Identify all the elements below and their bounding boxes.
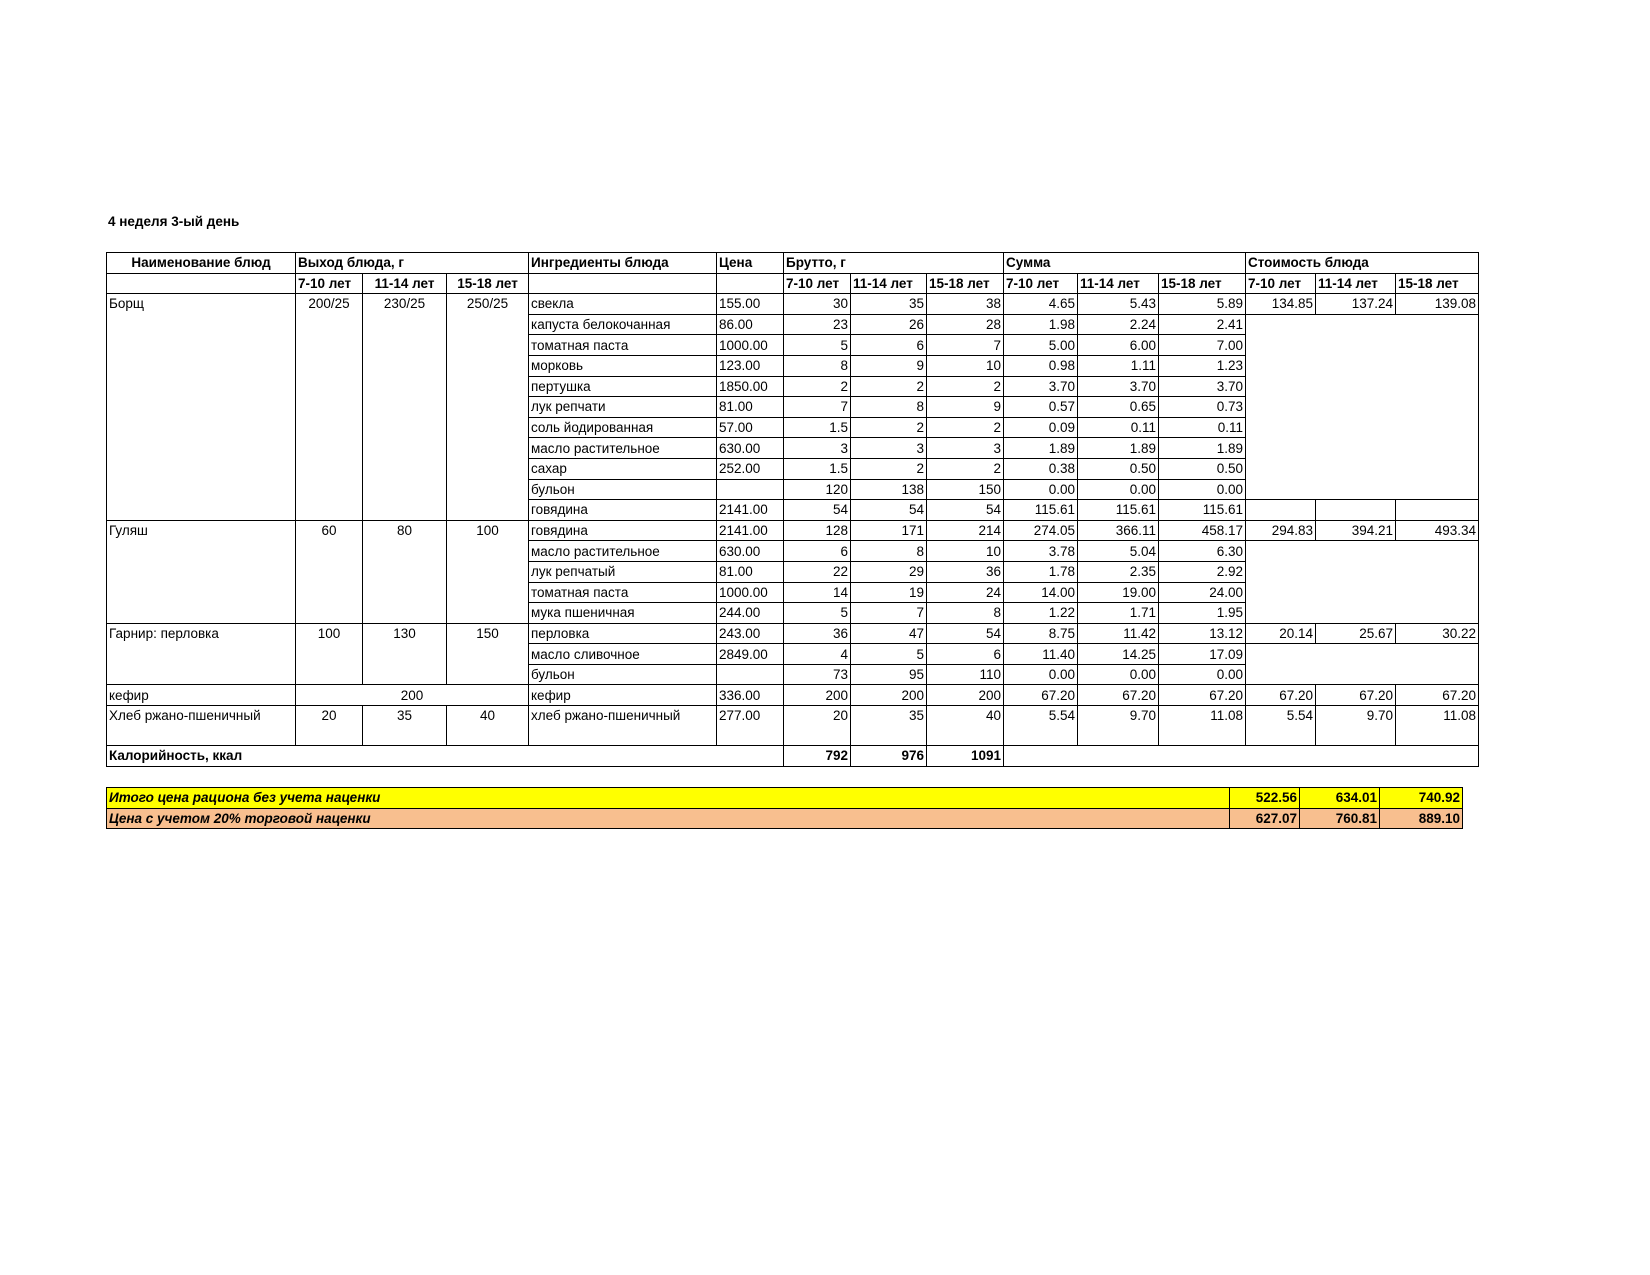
dish-name: кефир <box>107 685 296 706</box>
ingredient-price: 630.00 <box>717 438 784 459</box>
ingredient-price: 1000.00 <box>717 335 784 356</box>
dish-cost-blank <box>1316 500 1396 521</box>
total-with-markup-row <box>107 808 1463 829</box>
dish-cost: 67.20 <box>1396 685 1479 706</box>
sum-value: 67.20 <box>1078 685 1159 706</box>
ingredient-price: 252.00 <box>717 458 784 479</box>
brutto-value: 128 <box>784 520 851 541</box>
brutto-value: 214 <box>927 520 1004 541</box>
totals-table <box>106 787 1463 829</box>
header-row-2 <box>107 273 1479 294</box>
brutto-value: 35 <box>851 706 927 746</box>
sum-value: 0.50 <box>1159 458 1246 479</box>
ingredient-price <box>717 664 784 685</box>
ingredient-price: 86.00 <box>717 314 784 335</box>
col-header-ingredients: Ингредиенты блюда <box>529 253 717 274</box>
sum-value: 2.92 <box>1159 561 1246 582</box>
brutto-value: 6 <box>927 644 1004 665</box>
dish-yield: 80 <box>363 520 447 623</box>
sum-value: 115.61 <box>1078 500 1159 521</box>
brutto-value: 200 <box>784 685 851 706</box>
brutto-value: 7 <box>784 397 851 418</box>
brutto-value: 2 <box>927 417 1004 438</box>
calories-row <box>107 746 1479 767</box>
brutto-value: 10 <box>927 355 1004 376</box>
brutto-value: 200 <box>927 685 1004 706</box>
dish-cost: 30.22 <box>1396 623 1479 644</box>
dish-yield: 130 <box>363 623 447 685</box>
brutto-value: 2 <box>851 417 927 438</box>
dish-yield: 100 <box>447 520 529 623</box>
ingredient-price: 1000.00 <box>717 582 784 603</box>
brutto-value: 54 <box>851 500 927 521</box>
total-with-markup-value: 889.10 <box>1380 808 1463 829</box>
sum-value: 115.61 <box>1004 500 1078 521</box>
page-title: 4 неделя 3-ый день <box>108 214 240 229</box>
dish-yield: 230/25 <box>363 294 447 521</box>
ingredient-price: 123.00 <box>717 355 784 376</box>
ingredient-name: бульон <box>529 664 717 685</box>
ingredient-price <box>717 479 784 500</box>
calories-blank <box>1004 746 1479 767</box>
sum-value: 5.54 <box>1004 706 1078 746</box>
sum-value: 6.00 <box>1078 335 1159 356</box>
ingredient-name: соль йодированная <box>529 417 717 438</box>
dish-cost: 67.20 <box>1246 685 1316 706</box>
brutto-value: 5 <box>784 603 851 624</box>
sum-value: 0.09 <box>1004 417 1078 438</box>
sum-value: 17.09 <box>1159 644 1246 665</box>
total-no-markup-value: 634.01 <box>1300 788 1380 809</box>
dish-cost-blank <box>1246 314 1479 499</box>
brutto-value: 2 <box>784 376 851 397</box>
dish-name: Гуляш <box>107 520 296 623</box>
brutto-value: 10 <box>927 541 1004 562</box>
dish-yield: 250/25 <box>447 294 529 521</box>
sum-value: 2.24 <box>1078 314 1159 335</box>
brutto-age-2: 11-14 лет <box>851 273 927 294</box>
brutto-value: 9 <box>927 397 1004 418</box>
ingredient-name: хлеб ржано-пшеничный <box>529 706 717 746</box>
sum-value: 0.50 <box>1078 458 1159 479</box>
sum-value: 1.89 <box>1159 438 1246 459</box>
dish-yield: 200 <box>296 685 529 706</box>
ingredient-name: лук репчатый <box>529 561 717 582</box>
dish-yield: 200/25 <box>296 294 363 521</box>
ingredient-name: масло растительное <box>529 438 717 459</box>
sum-value: 0.98 <box>1004 355 1078 376</box>
dish-yield: 60 <box>296 520 363 623</box>
brutto-value: 22 <box>784 561 851 582</box>
col-header-brutto: Брутто, г <box>784 253 1004 274</box>
total-with-markup-value: 627.07 <box>1230 808 1300 829</box>
brutto-value: 8 <box>784 355 851 376</box>
cost-age-1: 7-10 лет <box>1246 273 1316 294</box>
ingredient-name: сахар <box>529 458 717 479</box>
dish-cost-blank <box>1246 644 1479 685</box>
sum-value: 0.65 <box>1078 397 1159 418</box>
sum-value: 67.20 <box>1159 685 1246 706</box>
brutto-value: 36 <box>784 623 851 644</box>
col-header-yield: Выход блюда, г <box>296 253 529 274</box>
ingredient-price: 244.00 <box>717 603 784 624</box>
brutto-value: 3 <box>851 438 927 459</box>
ingredient-name: лук репчати <box>529 397 717 418</box>
sum-value: 0.00 <box>1078 479 1159 500</box>
col-header-sum: Сумма <box>1004 253 1246 274</box>
sum-value: 5.00 <box>1004 335 1078 356</box>
sum-value: 1.89 <box>1004 438 1078 459</box>
ingredient-name: морковь <box>529 355 717 376</box>
brutto-value: 6 <box>784 541 851 562</box>
ingredient-price: 2849.00 <box>717 644 784 665</box>
sum-value: 5.43 <box>1078 294 1159 315</box>
brutto-value: 1.5 <box>784 458 851 479</box>
brutto-value: 3 <box>784 438 851 459</box>
empty-cell <box>107 273 296 294</box>
dish-cost-blank <box>1246 541 1479 623</box>
total-with-markup-label: Цена с учетом 20% торговой наценки <box>107 808 1230 829</box>
brutto-value: 36 <box>927 561 1004 582</box>
brutto-value: 35 <box>851 294 927 315</box>
col-header-dish: Наименование блюд <box>107 253 296 274</box>
table-row <box>107 294 1479 315</box>
sum-value: 14.00 <box>1004 582 1078 603</box>
table-row <box>107 520 1479 541</box>
sum-value: 1.22 <box>1004 603 1078 624</box>
dish-yield: 40 <box>447 706 529 746</box>
brutto-value: 7 <box>851 603 927 624</box>
brutto-value: 150 <box>927 479 1004 500</box>
sum-value: 115.61 <box>1159 500 1246 521</box>
brutto-value: 2 <box>927 458 1004 479</box>
dish-cost: 9.70 <box>1316 706 1396 746</box>
ingredient-name: свекла <box>529 294 717 315</box>
sum-value: 1.71 <box>1078 603 1159 624</box>
dish-cost-blank <box>1246 500 1316 521</box>
sum-value: 3.78 <box>1004 541 1078 562</box>
sum-value: 1.23 <box>1159 355 1246 376</box>
sum-value: 19.00 <box>1078 582 1159 603</box>
sum-value: 13.12 <box>1159 623 1246 644</box>
col-header-price: Цена <box>717 253 784 274</box>
brutto-value: 73 <box>784 664 851 685</box>
dish-cost-blank <box>1396 500 1479 521</box>
dish-yield: 150 <box>447 623 529 685</box>
brutto-age-1: 7-10 лет <box>784 273 851 294</box>
sum-value: 14.25 <box>1078 644 1159 665</box>
sum-value: 11.08 <box>1159 706 1246 746</box>
brutto-value: 171 <box>851 520 927 541</box>
yield-age-2: 11-14 лет <box>363 273 447 294</box>
sum-value: 0.00 <box>1004 664 1078 685</box>
dish-cost: 139.08 <box>1396 294 1479 315</box>
brutto-value: 5 <box>784 335 851 356</box>
sum-value: 458.17 <box>1159 520 1246 541</box>
ingredient-price: 243.00 <box>717 623 784 644</box>
brutto-value: 6 <box>851 335 927 356</box>
ingredient-price: 277.00 <box>717 706 784 746</box>
sum-value: 1.11 <box>1078 355 1159 376</box>
calories-value: 792 <box>784 746 851 767</box>
sum-value: 5.89 <box>1159 294 1246 315</box>
brutto-value: 8 <box>927 603 1004 624</box>
brutto-value: 9 <box>851 355 927 376</box>
col-header-cost: Стоимость блюда <box>1246 253 1479 274</box>
ingredient-price: 81.00 <box>717 561 784 582</box>
sum-value: 11.42 <box>1078 623 1159 644</box>
brutto-value: 47 <box>851 623 927 644</box>
brutto-age-3: 15-18 лет <box>927 273 1004 294</box>
total-with-markup-value: 760.81 <box>1300 808 1380 829</box>
total-no-markup-value: 740.92 <box>1380 788 1463 809</box>
sum-value: 366.11 <box>1078 520 1159 541</box>
ingredient-name: кефир <box>529 685 717 706</box>
sum-value: 3.70 <box>1078 376 1159 397</box>
brutto-value: 14 <box>784 582 851 603</box>
ingredient-name: масло сливочное <box>529 644 717 665</box>
table-row <box>107 706 1479 746</box>
dish-cost: 137.24 <box>1316 294 1396 315</box>
brutto-value: 54 <box>784 500 851 521</box>
brutto-value: 19 <box>851 582 927 603</box>
sum-value: 24.00 <box>1159 582 1246 603</box>
empty-cell <box>717 273 784 294</box>
total-no-markup-value: 522.56 <box>1230 788 1300 809</box>
dish-yield: 35 <box>363 706 447 746</box>
dish-cost: 20.14 <box>1246 623 1316 644</box>
sum-value: 8.75 <box>1004 623 1078 644</box>
dish-cost: 25.67 <box>1316 623 1396 644</box>
dish-cost: 11.08 <box>1396 706 1479 746</box>
dish-name: Хлеб ржано-пшеничный <box>107 706 296 746</box>
ingredient-name: масло растительное <box>529 541 717 562</box>
sum-value: 0.11 <box>1078 417 1159 438</box>
brutto-value: 8 <box>851 541 927 562</box>
ingredient-name: мука пшеничная <box>529 603 717 624</box>
dish-yield: 20 <box>296 706 363 746</box>
ingredient-price: 57.00 <box>717 417 784 438</box>
dish-cost: 394.21 <box>1316 520 1396 541</box>
dish-cost: 67.20 <box>1316 685 1396 706</box>
brutto-value: 24 <box>927 582 1004 603</box>
brutto-value: 110 <box>927 664 1004 685</box>
brutto-value: 3 <box>927 438 1004 459</box>
header-row-1 <box>107 253 1479 274</box>
brutto-value: 5 <box>851 644 927 665</box>
calories-value: 976 <box>851 746 927 767</box>
brutto-value: 200 <box>851 685 927 706</box>
ingredient-name: бульон <box>529 479 717 500</box>
sum-value: 7.00 <box>1159 335 1246 356</box>
sum-value: 1.89 <box>1078 438 1159 459</box>
brutto-value: 2 <box>851 376 927 397</box>
sum-value: 0.11 <box>1159 417 1246 438</box>
brutto-value: 54 <box>927 623 1004 644</box>
ingredient-name: капуста белокочанная <box>529 314 717 335</box>
dish-cost: 294.83 <box>1246 520 1316 541</box>
ingredient-price: 81.00 <box>717 397 784 418</box>
total-no-markup-row <box>107 788 1463 809</box>
brutto-value: 7 <box>927 335 1004 356</box>
ingredient-name: томатная паста <box>529 335 717 356</box>
sum-value: 2.41 <box>1159 314 1246 335</box>
brutto-value: 26 <box>851 314 927 335</box>
ingredient-name: говядина <box>529 520 717 541</box>
brutto-value: 30 <box>784 294 851 315</box>
cost-age-3: 15-18 лет <box>1396 273 1479 294</box>
sum-value: 0.00 <box>1159 664 1246 685</box>
yield-age-1: 7-10 лет <box>296 273 363 294</box>
ingredient-price: 630.00 <box>717 541 784 562</box>
ingredient-price: 2141.00 <box>717 500 784 521</box>
dish-yield: 100 <box>296 623 363 685</box>
sum-value: 0.00 <box>1159 479 1246 500</box>
calories-value: 1091 <box>927 746 1004 767</box>
brutto-value: 28 <box>927 314 1004 335</box>
sum-value: 11.40 <box>1004 644 1078 665</box>
dish-name: Гарнир: перловка <box>107 623 296 685</box>
ingredient-name: говядина <box>529 500 717 521</box>
sum-value: 2.35 <box>1078 561 1159 582</box>
ingredient-price: 2141.00 <box>717 520 784 541</box>
brutto-value: 2 <box>927 376 1004 397</box>
sum-age-3: 15-18 лет <box>1159 273 1246 294</box>
brutto-value: 2 <box>851 458 927 479</box>
sum-age-2: 11-14 лет <box>1078 273 1159 294</box>
sum-value: 67.20 <box>1004 685 1078 706</box>
dish-cost: 5.54 <box>1246 706 1316 746</box>
brutto-value: 40 <box>927 706 1004 746</box>
ingredient-name: пертушка <box>529 376 717 397</box>
sum-value: 4.65 <box>1004 294 1078 315</box>
sum-value: 3.70 <box>1159 376 1246 397</box>
brutto-value: 95 <box>851 664 927 685</box>
brutto-value: 20 <box>784 706 851 746</box>
table-row <box>107 685 1479 706</box>
brutto-value: 23 <box>784 314 851 335</box>
sum-value: 0.00 <box>1004 479 1078 500</box>
sum-value: 1.95 <box>1159 603 1246 624</box>
yield-age-3: 15-18 лет <box>447 273 529 294</box>
ingredient-name: томатная паста <box>529 582 717 603</box>
sum-value: 5.04 <box>1078 541 1159 562</box>
sum-value: 0.38 <box>1004 458 1078 479</box>
sum-value: 0.73 <box>1159 397 1246 418</box>
brutto-value: 1.5 <box>784 417 851 438</box>
sum-value: 1.78 <box>1004 561 1078 582</box>
brutto-value: 120 <box>784 479 851 500</box>
sum-value: 0.57 <box>1004 397 1078 418</box>
ingredient-price: 1850.00 <box>717 376 784 397</box>
sum-value: 9.70 <box>1078 706 1159 746</box>
brutto-value: 38 <box>927 294 1004 315</box>
dish-name: Борщ <box>107 294 296 521</box>
brutto-value: 8 <box>851 397 927 418</box>
cost-age-2: 11-14 лет <box>1316 273 1396 294</box>
brutto-value: 29 <box>851 561 927 582</box>
table-row <box>107 623 1479 644</box>
menu-table <box>106 252 1479 767</box>
ingredient-price: 155.00 <box>717 294 784 315</box>
ingredient-name: перловка <box>529 623 717 644</box>
calories-label: Калорийность, ккал <box>107 746 784 767</box>
sum-value: 3.70 <box>1004 376 1078 397</box>
sum-value: 274.05 <box>1004 520 1078 541</box>
brutto-value: 54 <box>927 500 1004 521</box>
dish-cost: 493.34 <box>1396 520 1479 541</box>
sum-value: 0.00 <box>1078 664 1159 685</box>
brutto-value: 138 <box>851 479 927 500</box>
sum-value: 6.30 <box>1159 541 1246 562</box>
sum-age-1: 7-10 лет <box>1004 273 1078 294</box>
total-no-markup-label: Итого цена рациона без учета наценки <box>107 788 1230 809</box>
ingredient-price: 336.00 <box>717 685 784 706</box>
dish-cost: 134.85 <box>1246 294 1316 315</box>
sum-value: 1.98 <box>1004 314 1078 335</box>
brutto-value: 4 <box>784 644 851 665</box>
empty-cell <box>529 273 717 294</box>
